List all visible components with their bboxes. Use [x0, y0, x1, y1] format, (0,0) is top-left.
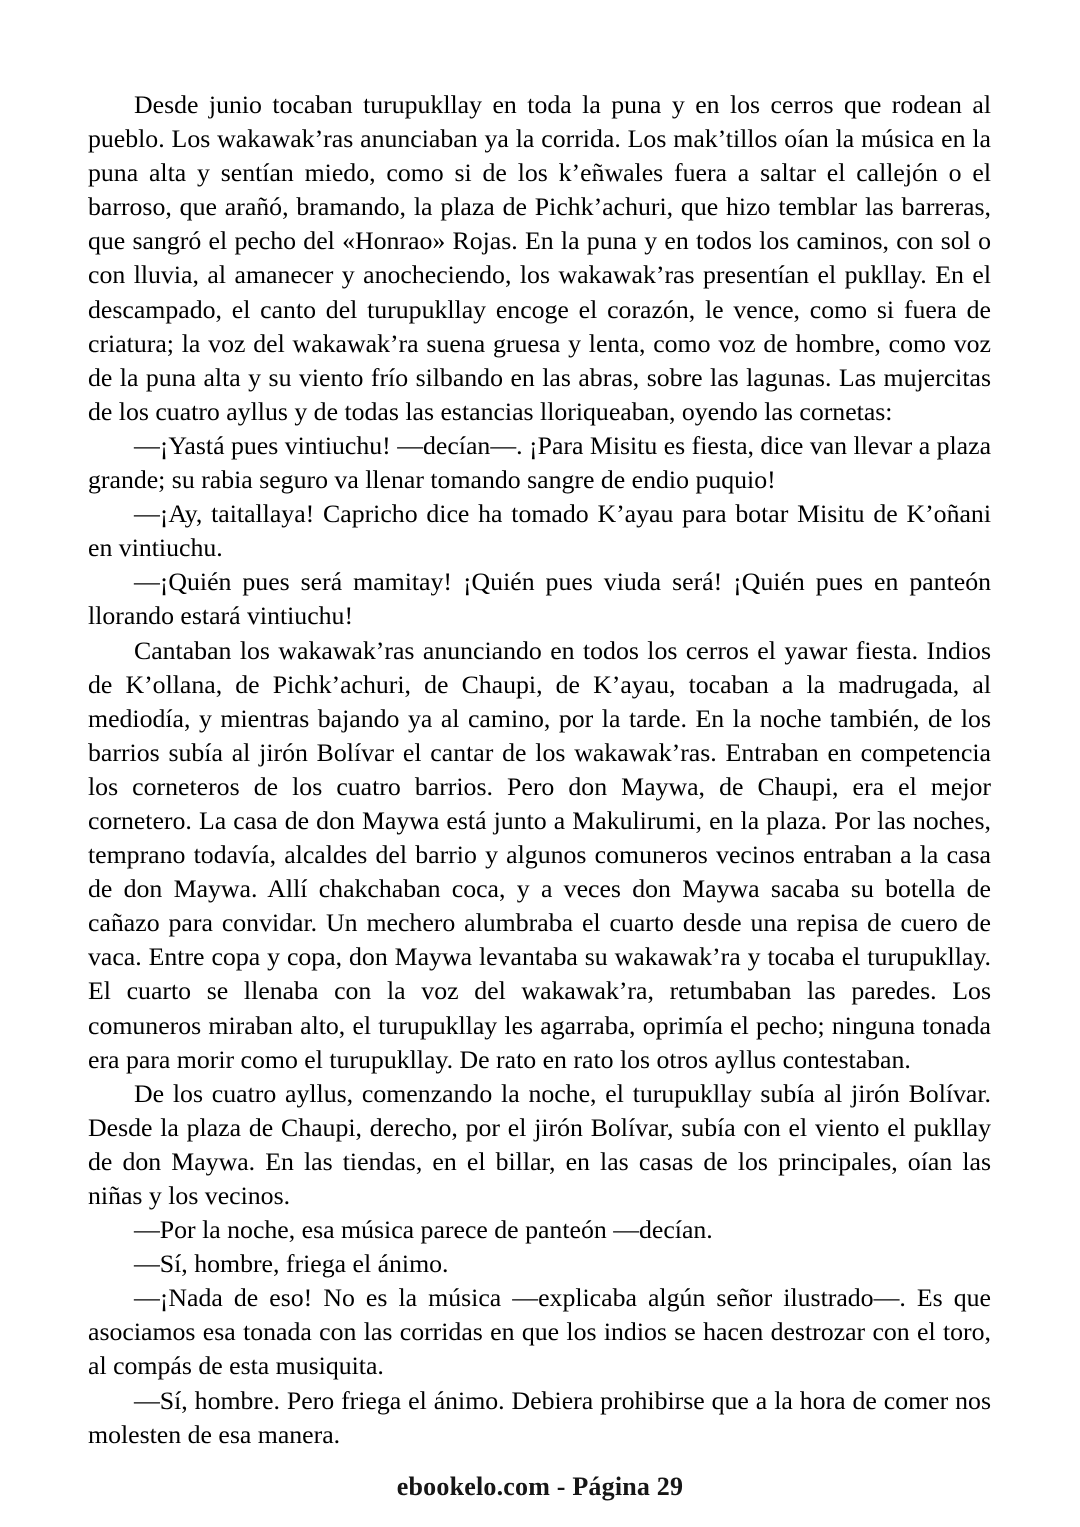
paragraph: De los cuatro ayllus, comenzando la noche, el turupukllay subía al jirón Bolívar. Desde la plaza de Chaupi, derecho, por el jirón Bolívar, subía con el viento el pukllay de don Maywa. En las tiendas, en el billar, en las casas de los principales, oían las niñas y los vecinos. [88, 1078, 991, 1210]
dialogue-line: —¡Ay, taitallaya! Capricho dice ha tomado K’ayau para botar Misitu de K’oñani en vintiuchu. [88, 499, 991, 563]
dialogue-line: —Sí, hombre. Pero friega el ánimo. Debiera prohibirse que a la hora de comer nos molesten de esa manera. [88, 1385, 991, 1449]
paragraph: Desde junio tocaban turupukllay en toda la puna y en los cerros que rodean al pueblo. Los wakawak’ras anunciaban ya la corrida. Los mak’tillos oían la música en la puna alta y sentían miedo, como si de los k’eñwales fuera a saltar el callejón o el barroso, que arañó, bramando, la plaza de Pichk’achuri, que hizo temblar las barreras, que sangró el pecho del «Honrao» Rojas. En la puna y en todos los caminos, con sol o con lluvia, al amanecer y anocheciendo, los wakawak’ras presentían el pukllay. En el descampado, el canto del turupukllay encoge el corazón, le vence, como si fuera de criatura; la voz del wakawak’ra suena gruesa y lenta, como voz de hombre, como voz de la puna alta y su viento frío silbando en las abras, sobre las lagunas. Las mujercitas de los cuatro ayllus y de todas las estancias lloriqueaban, oyendo las cornetas: [88, 90, 991, 426]
dialogue-line: —¡Yastá pues vintiuchu! —decían—. ¡Para Misitu es fiesta, dice van llevar a plaza grande; su rabia seguro va llenar tomando sangre de endio puquio! [88, 430, 992, 495]
dialogue-line: —Sí, hombre, friega el ánimo. [134, 1249, 449, 1279]
dialogue-line: —¡Nada de eso! No es la música —explicaba algún señor ilustrado—. Es que asociamos esa tonada con las corridas en que los indios se hacen destrozar con el toro, al compás de esta musiquita. [88, 1283, 991, 1381]
dialogue-line: —Por la noche, esa música parece de panteón —decían. [134, 1215, 713, 1245]
page-text-block [88, 88, 991, 1452]
dialogue-line: —¡Quién pues será mamitay! ¡Quién pues viuda será! ¡Quién pues en panteón llorando estará vintiuchu! [88, 567, 991, 631]
page-footer: ebookelo.com - Página 29 [396, 1472, 684, 1501]
paragraph: Cantaban los wakawak’ras anunciando en todos los cerros el yawar fiesta. Indios de K’ollana, de Pichk’achuri, de Chaupi, de K’ayau, tocaban a la madrugada, al mediodía, y mientras bajando ya al camino, por la tarde. En la noche también, de los barrios subía al jirón Bolívar el cantar de los wakawak’ras. Entraban en competencia los corneteros de los cuatro barrios. Pero don Maywa, de Chaupi, era el mejor cornetero. La casa de don Maywa está junto a Makulirumi, en la plaza. Por las noches, temprano todavía, alcaldes del barrio y algunos comuneros vecinos entraban a la casa de don Maywa. Allí chakchaban coca, y a veces don Maywa sacaba su botella de cañazo para convidar. Un mechero alumbraba el cuarto desde una repisa de cuero de vaca. Entre copa y copa, don Maywa levantaba su wakawak’ra y tocaba el turupukllay. El cuarto se llenaba con la voz del wakawak’ra, retumbaban las paredes. Los comuneros miraban alto, el turupukllay les agarraba, oprimía el pecho; ninguna tonada era para morir como el turupukllay. De rato en rato los otros ayllus contestaban. [88, 635, 991, 1074]
